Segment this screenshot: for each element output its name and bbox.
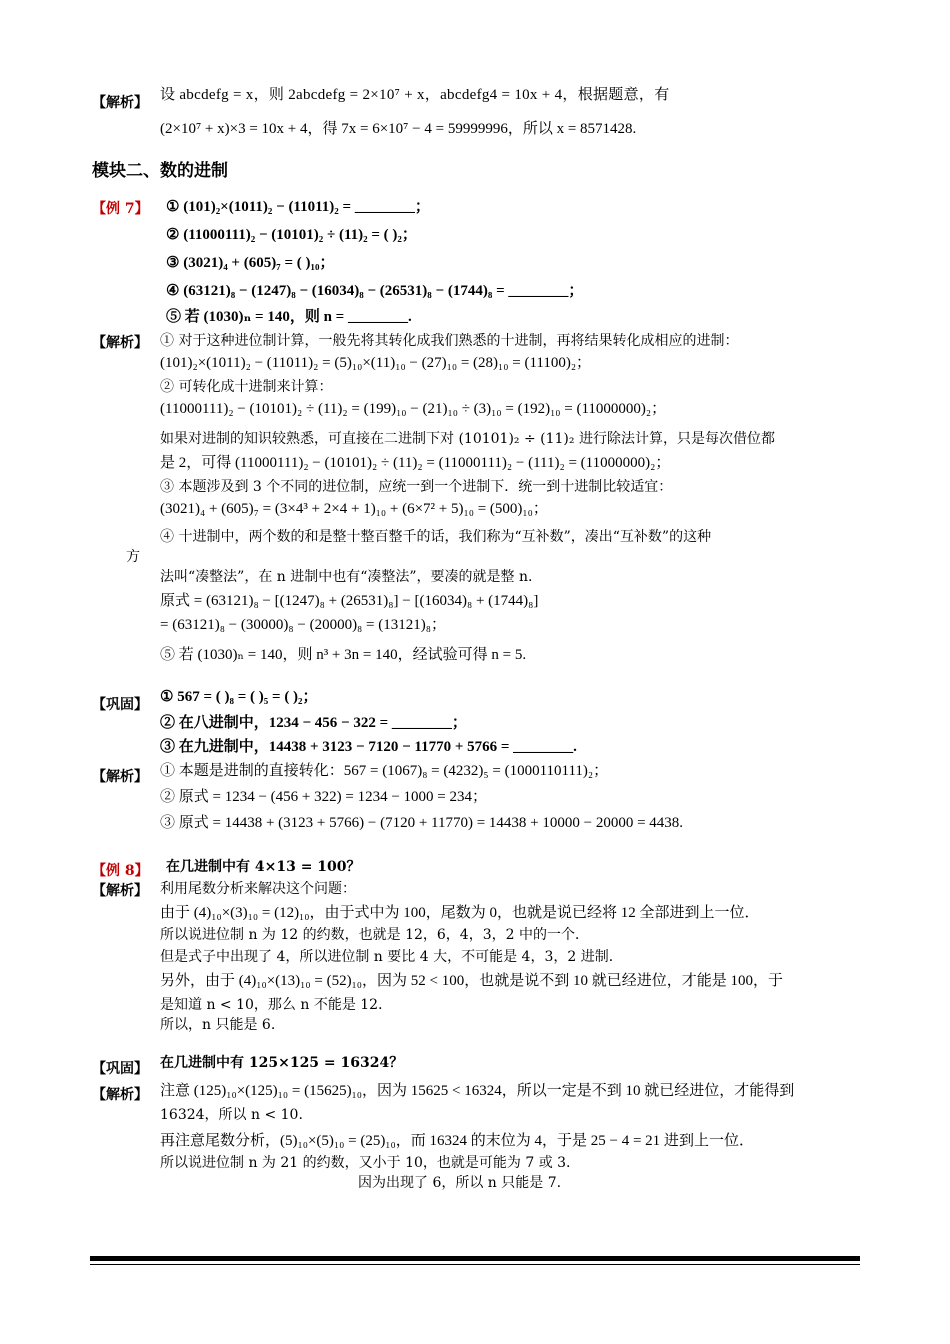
solution-practice-2-line: 注意 (125)₁₀×(125)₁₀ = (15625)₁₀，因为 15625 < 16324，所以一定是不到 10 就已经进位，才能得到 [160,1083,795,1099]
solution-practice-1-line: ② 原式 = 1234 − (456 + 322) = 1234 − 1000 = 234； [160,789,487,805]
example-7-q5: ⑤ 若 (1030)ₙ = 140，则 n = ________. [166,309,412,325]
example-7-tag: 【例 7】 [92,201,149,217]
solution-7-line: 如果对进制的知识较熟悉，可直接在二进制下对 (10101)₂ ÷ (11)₂ 进行除法计算，只是每次借位都 [160,431,775,447]
practice-2-question: 在几进制中有 125×125 = 16324？ [160,1055,404,1071]
solution-7-line: ⑤ 若 (1030)ₙ = 140，则 n³ + 3n = 140，经试验可得 n = 5. [160,647,527,663]
solution-practice-2-line: 所以说进位制 n 为 21 的约数，又小于 10，也就是可能为 7 或 3. [160,1155,571,1171]
example-7-q1: ① (101)₂×(1011)₂ − (11011)₂ = ________； [166,199,430,215]
solution-practice-2-tag: 【解析】 [92,1087,148,1103]
solution-8-line: 利用尾数分析来解决这个问题： [160,881,356,897]
solution-7-line: ① 对于这种进位制计算，一般先将其转化成我们熟悉的十进制，再将结果转化成相应的进制： [160,333,739,349]
solution-practice-2-line: 再注意尾数分析，(5)₁₀×(5)₁₀ = (25)₁₀，而 16324 的末位为 4，于是 25 − 4 = 21 进到上一位． [160,1133,754,1149]
footer-rule-thin [90,1264,860,1265]
footer-rule-thick [90,1256,860,1261]
solution-7-line: 法叫“凑整法”，在 n 进制中也有“凑整法”，要凑的就是整 n. [160,569,533,585]
solution-practice-2-line: 因为出现了 6，所以 n 只能是 7. [358,1175,562,1191]
example-8-question: 在几进制中有 4×13 = 100？ [166,859,361,875]
section-title: 模块二、数的进制 [92,161,228,181]
solution-7-line: 方 [126,549,140,565]
solution-8-line: 所以，n 只能是 6. [160,1017,276,1033]
solution-7-line: (11000111)₂ − (10101)₂ ÷ (11)₂ = (199)₁₀ − (21)₁₀ ÷ (3)₁₀ = (192)₁₀ = (11000000)₂； [160,401,667,417]
solution-practice-1-line: ① 本题是进制的直接转化：567 = (1067)₈ = (4232)₅ = (1000110111)₂； [160,763,609,779]
practice-1-q2: ② 在八进制中，1234 − 456 − 322 = ________； [160,715,467,731]
solution-7-line: 原式 = (63121)₈ − [(1247)₈ + (26531)₈] − [(16034)₈ + (1744)₈] [160,593,539,609]
practice-1-q3: ③ 在九进制中，14438 + 3123 − 7120 − 11770 + 5766 = ________. [160,739,577,755]
solution-7-line: (101)₂×(1011)₂ − (11011)₂ = (5)₁₀×(11)₁₀ − (27)₁₀ = (28)₁₀ = (11100)₂； [160,355,592,371]
solution-7-tag: 【解析】 [92,335,148,351]
solution-practice-2-line: 16324，所以 n < 10. [160,1107,303,1123]
example-7-q3: ③ (3021)₄ + (605)₇ = ( )₁₀； [166,255,335,271]
practice-1-q1: ① 567 = ( )₈ = ( )₅ = ( )₂； [160,689,318,705]
solution-7-line: 是 2，可得 (11000111)₂ − (10101)₂ ÷ (11)₂ = (11000111)₂ − (111)₂ = (11000000)₂； [160,455,671,471]
solution-practice-1-line: ③ 原式 = 14438 + (3123 + 5766) − (7120 + 11770) = 14438 + 10000 − 20000 = 4438. [160,815,684,831]
solution-line: (2×10⁷ + x)×3 = 10x + 4，得 7x = 6×10⁷ − 4 = 59999996，所以 x = 8571428. [160,121,637,137]
solution-line: 设 abcdefg = x，则 2abcdefg = 2×10⁷ + x，abcdefg4 = 10x + 4，根据题意，有 [160,87,670,103]
solution-7-line: ② 可转化成十进制来计算： [160,379,333,395]
solution-8-line: 是知道 n < 10，那么 n 不能是 12． [160,997,393,1013]
solution-8-line: 所以说进位制 n 为 12 的约数，也就是 12，6，4，3，2 中的一个． [160,927,589,943]
solution-tag: 【解析】 [92,95,148,111]
solution-8-line: 另外，由于 (4)₁₀×(13)₁₀ = (52)₁₀，因为 52 < 100，也就是说不到 10 就已经进位，才能是 100，于 [160,973,783,989]
practice-2-tag: 【巩固】 [92,1061,148,1077]
solution-7-line: ④ 十进制中，两个数的和是整十整百整千的话，我们称为“互补数”，凑出“互补数”的这种 [160,529,712,545]
solution-7-line: ③ 本题涉及到 3 个不同的进位制，应统一到一个进制下．统一到十进制比较适宜： [160,479,673,495]
solution-8-tag: 【解析】 [92,883,148,899]
solution-7-line: (3021)₄ + (605)₇ = (3×4³ + 2×4 + 1)₁₀ + (6×7² + 5)₁₀ = (500)₁₀； [160,501,548,517]
solution-8-line: 但是式子中出现了 4，所以进位制 n 要比 4 大，不可能是 4，3，2 进制． [160,949,623,965]
example-8-tag: 【例 8】 [92,863,149,879]
example-7-q4: ④ (63121)₈ − (1247)₈ − (16034)₈ − (26531)₈ − (1744)₈ = ________； [166,283,584,299]
solution-practice-1-tag: 【解析】 [92,769,148,785]
solution-7-line: = (63121)₈ − (30000)₈ − (20000)₈ = (13121)₈； [160,617,446,633]
practice-1-tag: 【巩固】 [92,697,148,713]
example-7-q2: ② (11000111)₂ − (10101)₂ ÷ (11)₂ = ( )₂； [166,227,417,243]
solution-8-line: 由于 (4)₁₀×(3)₁₀ = (12)₁₀，由于式中为 100，尾数为 0，也就是说已经将 12 全部进到上一位． [160,905,760,921]
